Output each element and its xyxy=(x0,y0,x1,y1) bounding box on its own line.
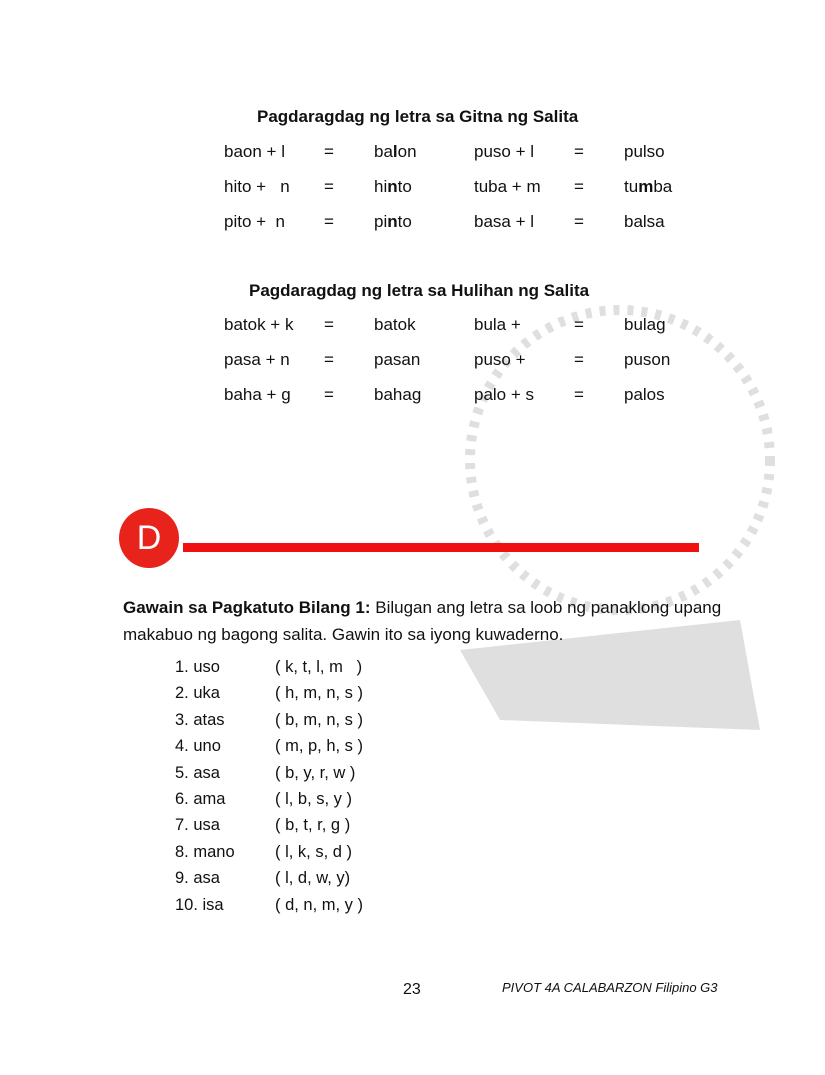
addend: pito + n xyxy=(224,212,285,231)
equation-row xyxy=(224,383,734,407)
item-word: 2. uka xyxy=(175,684,220,703)
task-instructions: Bilugan ang letra sa loob ng panaklong upang makabuo ng bagong salita. Gawin ito sa iyong kuwaderno. xyxy=(123,598,722,644)
item-word: 10. isa xyxy=(175,895,224,914)
result-prefix: pi xyxy=(374,212,388,231)
added-letter: m xyxy=(638,177,654,196)
result: bulag xyxy=(624,315,666,334)
result xyxy=(374,175,474,199)
footer-title: PIVOT 4A CALABARZON Filipino G3 xyxy=(502,980,718,995)
result-prefix: ba xyxy=(374,142,393,161)
equation-row xyxy=(224,175,734,199)
middle-heading: Pagdaragdag ng letra sa Gitna ng Salita xyxy=(257,107,579,126)
result xyxy=(374,140,474,164)
addend: bula + xyxy=(474,315,521,334)
addend: palo + s xyxy=(474,385,535,404)
equals: = xyxy=(574,385,584,404)
item-options: ( l, k, s, d ) xyxy=(275,842,353,861)
equals: = xyxy=(324,177,334,196)
result-prefix: hi xyxy=(374,177,388,196)
equals: = xyxy=(324,212,334,231)
exercise-item xyxy=(175,735,435,757)
equals: = xyxy=(324,142,334,161)
item-options: ( d, n, m, y ) xyxy=(275,895,364,914)
section-badge: D xyxy=(119,508,179,568)
item-options: ( l, b, s, y ) xyxy=(275,790,353,808)
equation-row xyxy=(224,210,734,234)
result-suffix: to xyxy=(397,212,412,231)
item-word: 5. asa xyxy=(175,763,220,782)
addend: basa + l xyxy=(474,212,535,231)
result: puson xyxy=(624,350,671,369)
added-letter: n xyxy=(387,212,398,231)
end-heading: Pagdaragdag ng letra sa Hulihan ng Salita xyxy=(249,281,590,300)
item-word: 6. ama xyxy=(175,790,226,808)
result xyxy=(624,175,734,199)
addend: hito + n xyxy=(224,177,290,196)
item-options: ( l, d, w, y) xyxy=(275,869,351,888)
equals: = xyxy=(574,350,584,369)
result-suffix: ba xyxy=(653,177,673,196)
added-letter: n xyxy=(387,177,398,196)
addend: batok + k xyxy=(224,315,294,334)
item-word: 1. uso xyxy=(175,658,220,676)
item-options: ( b, m, n, s ) xyxy=(275,710,364,729)
item-options: ( b, t, r, g ) xyxy=(275,816,351,835)
section-divider xyxy=(183,543,699,552)
item-word: 8. mano xyxy=(175,842,235,861)
result-prefix: tu xyxy=(624,177,639,196)
equals: = xyxy=(574,212,584,231)
item-options: ( b, y, r, w ) xyxy=(275,763,356,782)
item-word: 4. uno xyxy=(175,737,221,756)
exercise-item xyxy=(175,894,435,916)
addend: puso + xyxy=(474,350,526,369)
addend: baha + g xyxy=(224,385,291,404)
equation-row xyxy=(224,313,734,337)
item-word: 3. atas xyxy=(175,710,225,729)
result-suffix: to xyxy=(397,177,412,196)
item-options: ( k, t, l, m ) xyxy=(275,658,363,676)
exercise-item xyxy=(175,788,435,810)
addend: tuba + m xyxy=(474,177,541,196)
result: balsa xyxy=(624,212,665,231)
item-options: ( h, m, n, s ) xyxy=(275,684,364,703)
exercise-item xyxy=(175,709,435,731)
result: bahag xyxy=(374,385,422,404)
result: pulso xyxy=(624,142,665,161)
item-word: 7. usa xyxy=(175,816,220,835)
equation-row xyxy=(224,140,734,164)
equals: = xyxy=(324,350,334,369)
equals: = xyxy=(324,385,334,404)
equals: = xyxy=(574,315,584,334)
addend: baon + l xyxy=(224,142,285,161)
exercise-item xyxy=(175,682,435,704)
exercise-item xyxy=(175,867,435,889)
result: batok xyxy=(374,315,416,334)
equals: = xyxy=(574,142,584,161)
addend: pasa + n xyxy=(224,350,290,369)
exercise-item xyxy=(175,841,435,863)
result: palos xyxy=(624,385,665,404)
page-number: 23 xyxy=(403,981,421,998)
item-word: 9. asa xyxy=(175,869,220,888)
exercise-item xyxy=(175,814,435,836)
exercise-item xyxy=(175,762,435,784)
result xyxy=(374,210,474,234)
task-title: Gawain sa Pagkatuto Bilang 1: xyxy=(123,598,371,617)
added-letter: l xyxy=(392,142,398,161)
result-suffix: on xyxy=(397,142,417,161)
addend: puso + l xyxy=(474,142,535,161)
equals: = xyxy=(324,315,334,334)
result: pasan xyxy=(374,350,421,369)
exercise-item xyxy=(175,656,435,678)
item-options: ( m, p, h, s ) xyxy=(275,737,364,756)
task-paragraph xyxy=(123,594,763,648)
equals: = xyxy=(574,177,584,196)
equation-row xyxy=(224,348,734,372)
